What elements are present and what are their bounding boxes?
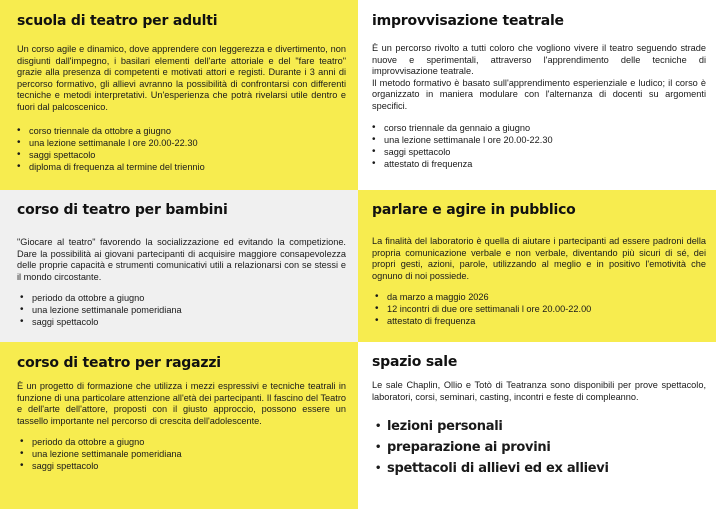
section-text: Il metodo formativo è basato sull'apprendimento esperienziale e ludico; il corso è organizzato in maniera modulare con l'alternanza di docenti su argomenti specifici. <box>372 77 706 111</box>
section-title: spazio sale <box>372 354 458 370</box>
section-text: "Giocare al teatro" favorendo la socializzazione ed evitando la competizione. Dare la possibilità ai giovani partecipanti di acquisire maggiore consapevolezza delle proprie capacità e strumenti comunicativi utili a relazionarsi con se stessi e il mondo circostante. <box>17 237 346 282</box>
section-list <box>372 122 706 170</box>
section-text: È un percorso rivolto a tutti coloro che vogliono vivere il teatro seguendo strade nuove e sperimentali, attraverso l'apprendimento delle tecniche di improvvisazione teatrale. <box>372 43 706 77</box>
section-ragazzi <box>0 342 358 509</box>
section-adulti <box>0 0 358 190</box>
list-item: • attestato di frequenza <box>375 315 706 327</box>
section-list <box>372 416 706 479</box>
list-item: • una lezione settimanale l ore 20.00-22.30 <box>372 134 706 146</box>
section-title: parlare e agire in pubblico <box>372 202 576 218</box>
list-item: • una lezione settimanale l ore 20.00-22.30 <box>17 137 346 149</box>
list-item: • una lezione settimanale pomeridiana <box>20 448 346 460</box>
section-bambini <box>0 190 358 342</box>
section-title: corso di teatro per ragazzi <box>17 355 221 371</box>
section-list <box>372 291 706 327</box>
list-item: • periodo da ottobre a giugno <box>20 436 346 448</box>
list-item: • 12 incontri di due ore settimanali l ore 20.00-22.00 <box>375 303 706 315</box>
list-item: • saggi spettacolo <box>17 149 346 161</box>
section-list <box>17 436 346 472</box>
section-title: corso di teatro per bambini <box>17 202 228 218</box>
section-title: improvvisazione teatrale <box>372 13 564 29</box>
list-item: • corso triennale da gennaio a giugno <box>372 122 706 134</box>
section-text: Un corso agile e dinamico, dove apprendere con leggerezza e divertimento, non disgiunti dall'impegno, i basilari elementi dell'arte attoriale e del "fare teatro" grazie alla presenza di competenti e motivati attori e registi. Durante i 3 anni di percorso formativo, gli allievi avranno la possibilità di confrontarsi con differenti tecniche e metodi interpretativi. Un'esperienza che potrà rivelarsi utile dentro e fuori dal palcoscenico. <box>17 44 346 112</box>
section-text: È un progetto di formazione che utilizza i mezzi espressivi e tecniche teatrali in funzione di una particolare attenzione all'età dei partecipanti. Il fascino del Teatro e dell'arte dell'attore, proposti con il giusto approccio, possono essere un tassello importante nel percorso di crescita dell'adolescente. <box>17 381 346 426</box>
list-item: • lezioni personali <box>375 416 706 437</box>
list-item: • periodo da ottobre a giugno <box>20 292 346 304</box>
section-sale <box>358 342 716 509</box>
list-item: • spettacoli di allievi ed ex allievi <box>375 458 706 479</box>
list-item: • saggi spettacolo <box>20 316 346 328</box>
list-item: • saggi spettacolo <box>372 146 706 158</box>
list-item: • diploma di frequenza al termine del triennio <box>17 161 346 173</box>
section-pubblico <box>358 190 716 342</box>
section-text: Le sale Chaplin, Ollio e Totò di Teatranza sono disponibili per prove spettacolo, laboratori, corsi, seminari, casting, incontri e feste di compleanno. <box>372 380 706 402</box>
section-list <box>17 292 346 328</box>
list-item: • da marzo a maggio 2026 <box>375 291 706 303</box>
list-item: • attestato di frequenza <box>372 158 706 170</box>
section-list <box>17 125 346 173</box>
section-title: scuola di teatro per adulti <box>17 13 218 29</box>
section-text: La finalità del laboratorio è quella di aiutare i partecipanti ad essere padroni della propria comunicazione verbale e non verbale, diventando più sicuri di sé, dei propri gesti, azioni, parole, utilizzando al meglio e in positivo l'emotività che ognuno di noi possiede. <box>372 236 706 281</box>
list-item: • preparazione ai provini <box>375 437 706 458</box>
section-improvvisazione <box>358 0 716 190</box>
list-item: • corso triennale da ottobre a giugno <box>17 125 346 137</box>
list-item: • saggi spettacolo <box>20 460 346 472</box>
list-item: • una lezione settimanale pomeridiana <box>20 304 346 316</box>
